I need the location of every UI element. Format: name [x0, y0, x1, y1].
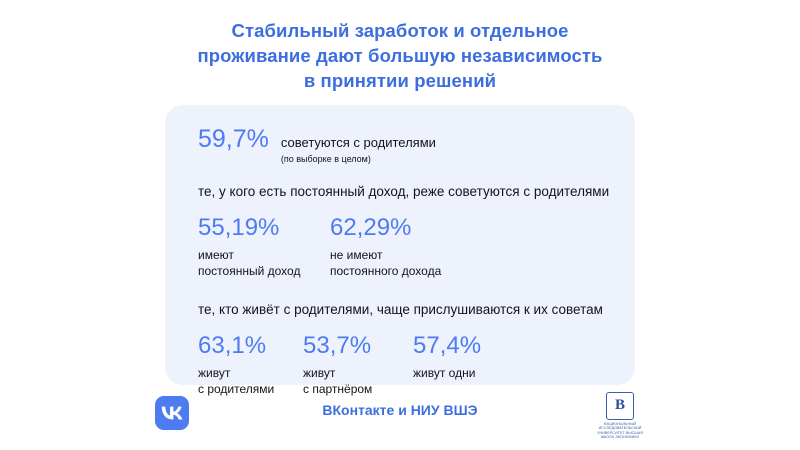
page-title [0, 18, 800, 93]
income-stat-without-label [330, 248, 490, 279]
living-stat-parents-label-1: живут [198, 366, 231, 380]
income-stat-without-label-2: постоянного дохода [330, 263, 442, 278]
living-group [198, 332, 613, 397]
living-stat-partner-label-1: живут [303, 366, 336, 380]
hse-caption: НАЦИОНАЛЬНЫЙ ИССЛЕДОВАТЕЛЬСКИЙ УНИВЕРСИТЕТ ВЫСШАЯ ШКОЛА ЭКОНОМИКИ [597, 421, 643, 440]
living-stat-parents-label [198, 366, 303, 397]
income-stat-with-value: 55,19% [198, 214, 280, 241]
income-stat-with [198, 214, 330, 279]
living-stat-alone-value: 57,4% [413, 332, 482, 359]
living-stat-partner-label [303, 366, 413, 397]
income-group [198, 214, 613, 279]
living-stat-alone-label-1: живут одни [413, 366, 476, 380]
living-stat-parents [198, 332, 303, 397]
living-stat-alone-label [413, 366, 533, 382]
income-stat-without-label-1: не имеют [330, 248, 383, 262]
living-stat-parents-label-2: с родителями [198, 381, 275, 396]
page-title-line-2: проживание дают большую независимость [197, 45, 603, 66]
living-stat-partner-label-2: с партнёром [303, 381, 373, 396]
income-stat-without-value: 62,29% [330, 214, 412, 241]
income-stat-with-label-2: постоянный доход [198, 263, 301, 278]
page-title-line-3: в принятии решений [303, 70, 497, 91]
stats-card-content [198, 125, 613, 397]
footer-credit: ВКонтакте и НИУ ВШЭ [322, 402, 478, 418]
living-stat-partner [303, 332, 413, 397]
hse-logo [590, 392, 650, 440]
living-stat-partner-value: 53,7% [303, 332, 372, 359]
stats-card [165, 105, 635, 396]
headline-stat [198, 125, 613, 169]
hse-monogram: В [606, 392, 634, 420]
headline-value: 59,7% [198, 125, 269, 153]
headline-label-block [281, 134, 436, 165]
income-stat-with-label-1: имеют [198, 248, 234, 262]
statement-living: те, кто живёт с родителями, чаще прислушиваются к их советам [198, 302, 603, 317]
living-stat-alone [413, 332, 533, 397]
living-stat-parents-value: 63,1% [198, 332, 267, 359]
headline-label: советуются с родителями [280, 135, 436, 150]
headline-note: (по выборке в целом) [280, 154, 371, 164]
page-title-line-1: Стабильный заработок и отдельное [231, 20, 569, 41]
statement-income: те, у кого есть постоянный доход, реже советуются с родителями [198, 184, 610, 199]
income-stat-without [330, 214, 490, 279]
income-stat-with-label [198, 248, 330, 279]
